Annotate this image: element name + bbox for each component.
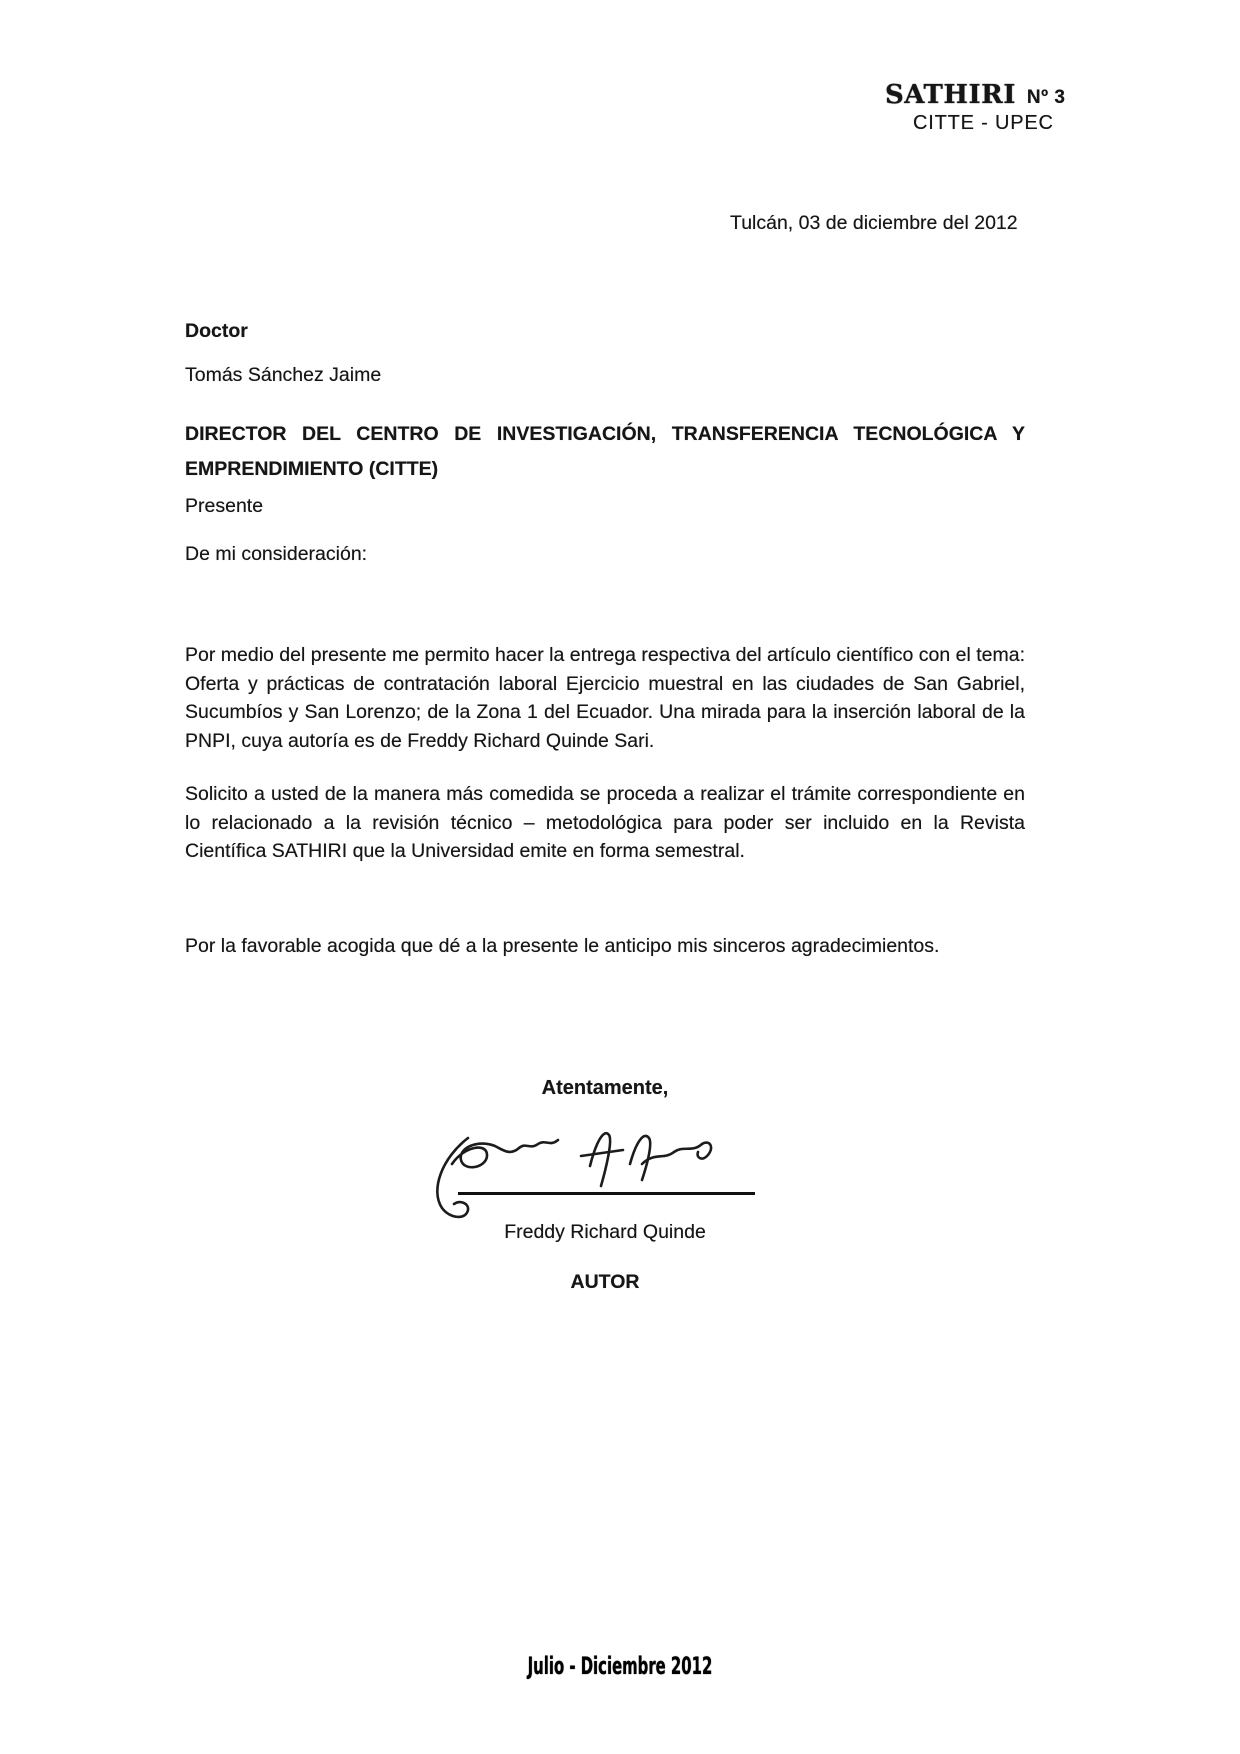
closing-salutation: Atentamente, <box>541 1077 669 1099</box>
signer-role: AUTOR <box>570 1271 640 1293</box>
edition-label: Julio - Diciembre 2012 <box>527 1652 713 1680</box>
recipient-title-line2: EMPRENDIMIENTO (CITTE) <box>185 458 439 480</box>
journal-masthead <box>885 80 1085 135</box>
recipient-presente: Presente <box>185 495 264 517</box>
letter-greeting: De mi consideración: <box>185 543 368 565</box>
journal-title: SATHIRI <box>885 80 1016 110</box>
journal-issue-number: Nº 3 <box>1026 87 1066 108</box>
body-paragraph-2: Solicito a usted de la manera más comedida se proceda a realizar el trámite correspondiente en lo relacionado a la revisión técnico – metodológica para poder ser incluido en la Revista Científica SATHIRI que la Universidad emite en forma semestral. <box>185 783 1025 863</box>
signer-name: Freddy Richard Quinde <box>504 1221 706 1243</box>
body-paragraph-1: Por medio del presente me permito hacer la entrega respectiva del artículo científico con el tema: Oferta y prácticas de contratación laboral Ejercicio muestral en las ciudades de San Gabriel, Sucumbíos y San Lorenzo; de la Zona 1 del Ecuador. Una mirada para la inserción laboral de la PNPI, cuya autoría es de Freddy Richard Quinde Sari. <box>185 644 1026 752</box>
masthead-title-row <box>885 80 1085 110</box>
body-paragraph-3: Por la favorable acogida que dé a la presente le anticipo mis sinceros agradecimientos. <box>185 935 940 957</box>
recipient-title-line1: DIRECTOR DEL CENTRO DE INVESTIGACIÓN, TRANSFERENCIA TECNOLÓGICA Y <box>185 423 1025 445</box>
recipient-salutation: Doctor <box>185 320 248 342</box>
recipient-name: Tomás Sánchez Jaime <box>185 364 382 386</box>
letter-date: Tulcán, 03 de diciembre del 2012 <box>730 212 1018 234</box>
signature-line <box>458 1192 755 1195</box>
journal-organization: CITTE - UPEC <box>913 112 1054 134</box>
handwritten-signature <box>418 1106 728 1224</box>
recipient-title <box>185 417 1025 487</box>
page-footer <box>0 1652 1240 1680</box>
